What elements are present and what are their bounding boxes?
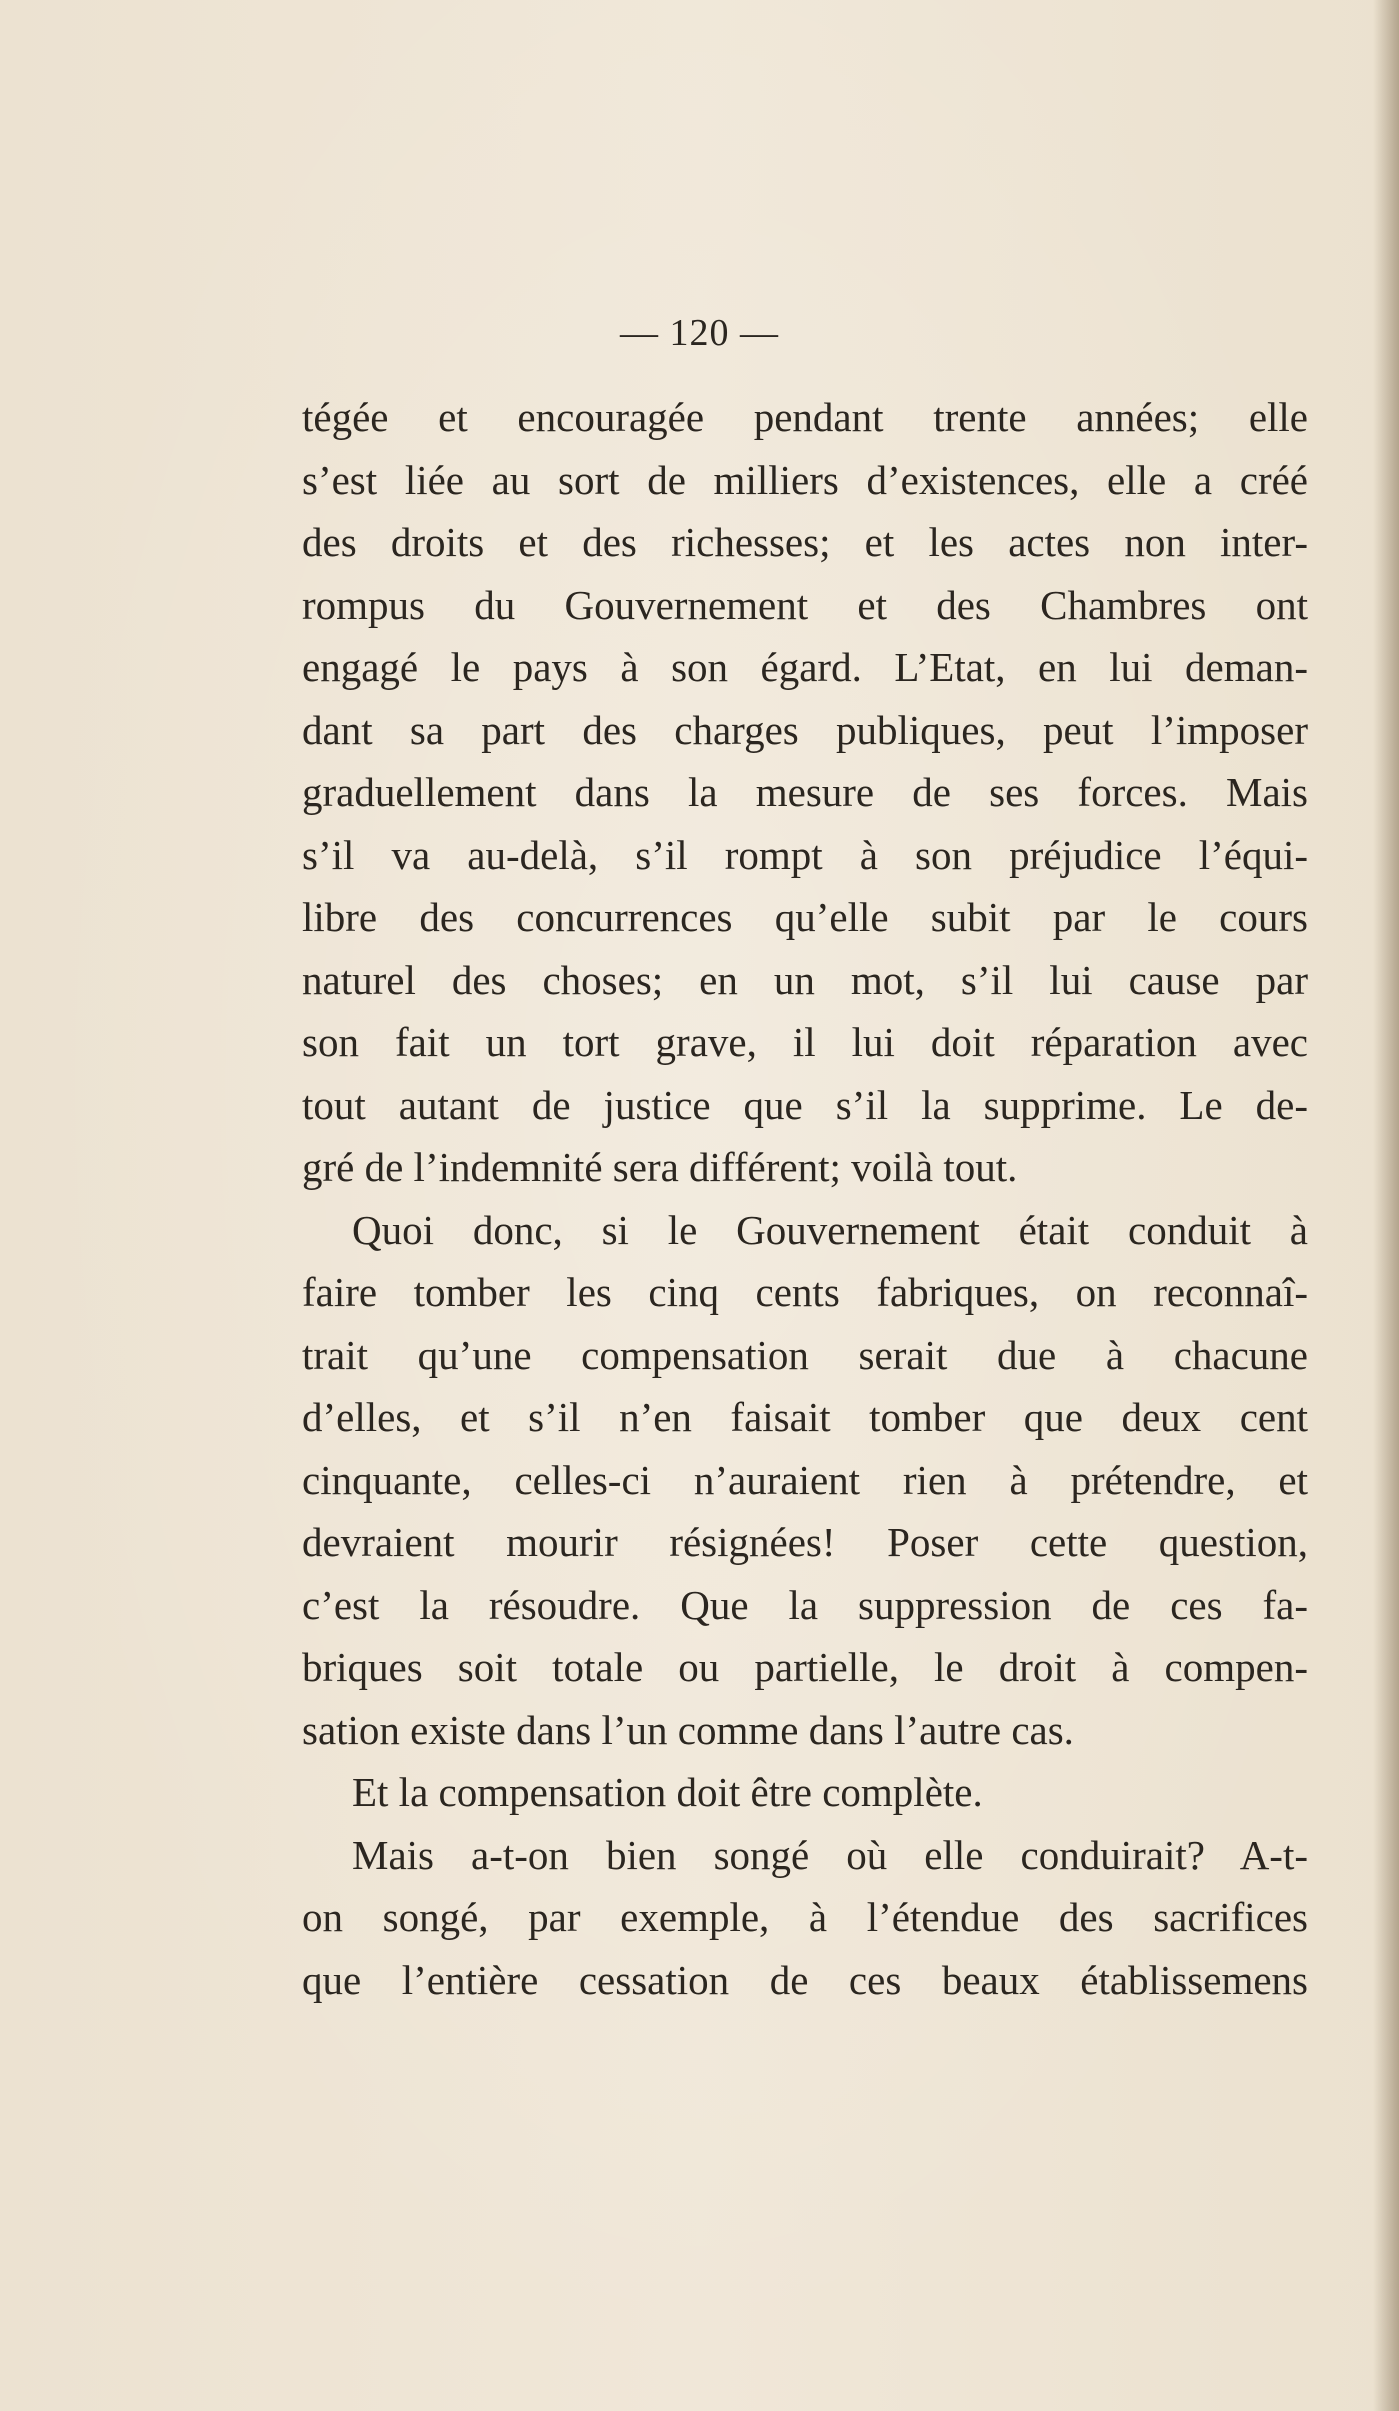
text-line: tout autant de justice que s’il la supprime. Le de- — [302, 1081, 1308, 1128]
text-line: engagé le pays à son égard. L’Etat, en lui deman- — [302, 644, 1308, 690]
text-line: son fait un tort grave, il lui doit réparation avec — [302, 1019, 1308, 1065]
text-line: on songé, par exemple, à l’étendue des sacrifices — [302, 1894, 1308, 1940]
text-line: s’est liée au sort de milliers d’existences, elle a créé — [302, 456, 1308, 503]
text-line: trait qu’une compensation serait due à chacune — [302, 1331, 1308, 1378]
text-line: c’est la résoudre. Que la suppression de ces fa- — [302, 1581, 1308, 1628]
text-line: que l’entière cessation de ces beaux établissemens — [302, 1956, 1308, 2003]
body-text — [302, 386, 1308, 2011]
text-line: faire tomber les cinq cents fabriques, on reconnaî- — [302, 1269, 1308, 1315]
text-line: Mais a-t-on bien songé où elle conduirait? A-t- — [352, 1831, 1308, 1878]
text-line: Quoi donc, si le Gouvernement était conduit à — [352, 1206, 1308, 1253]
text-line: des droits et des richesses; et les actes non inter- — [302, 519, 1308, 565]
page-edge-shadow — [1373, 0, 1399, 2411]
text-line: devraient mourir résignées! Poser cette question, — [302, 1519, 1308, 1565]
text-line: dant sa part des charges publiques, peut l’imposer — [302, 706, 1308, 753]
text-line: naturel des choses; en un mot, s’il lui cause par — [302, 956, 1308, 1003]
text-line: rompus du Gouvernement et des Chambres ont — [302, 581, 1308, 628]
text-line: d’elles, et s’il n’en faisait tomber que deux cent — [302, 1394, 1308, 1440]
text-line: graduellement dans la mesure de ses forces. Mais — [302, 769, 1308, 815]
text-line: briques soit totale ou partielle, le droit à compen- — [302, 1644, 1308, 1690]
text-line: libre des concurrences qu’elle subit par le cours — [302, 894, 1308, 940]
text-line: gré de l’indemnité sera différent; voilà tout. — [302, 1144, 1018, 1190]
text-line: sation existe dans l’un comme dans l’autre cas. — [302, 1706, 1074, 1753]
text-line: Et la compensation doit être complète. — [352, 1769, 983, 1815]
text-line: tégée et encouragée pendant trente années; elle — [302, 394, 1308, 440]
text-line: cinquante, celles-ci n’auraient rien à prétendre, et — [302, 1456, 1308, 1503]
page-number: — 120 — — [620, 312, 779, 354]
text-line: s’il va au-delà, s’il rompt à son préjudice l’équi- — [302, 831, 1308, 878]
